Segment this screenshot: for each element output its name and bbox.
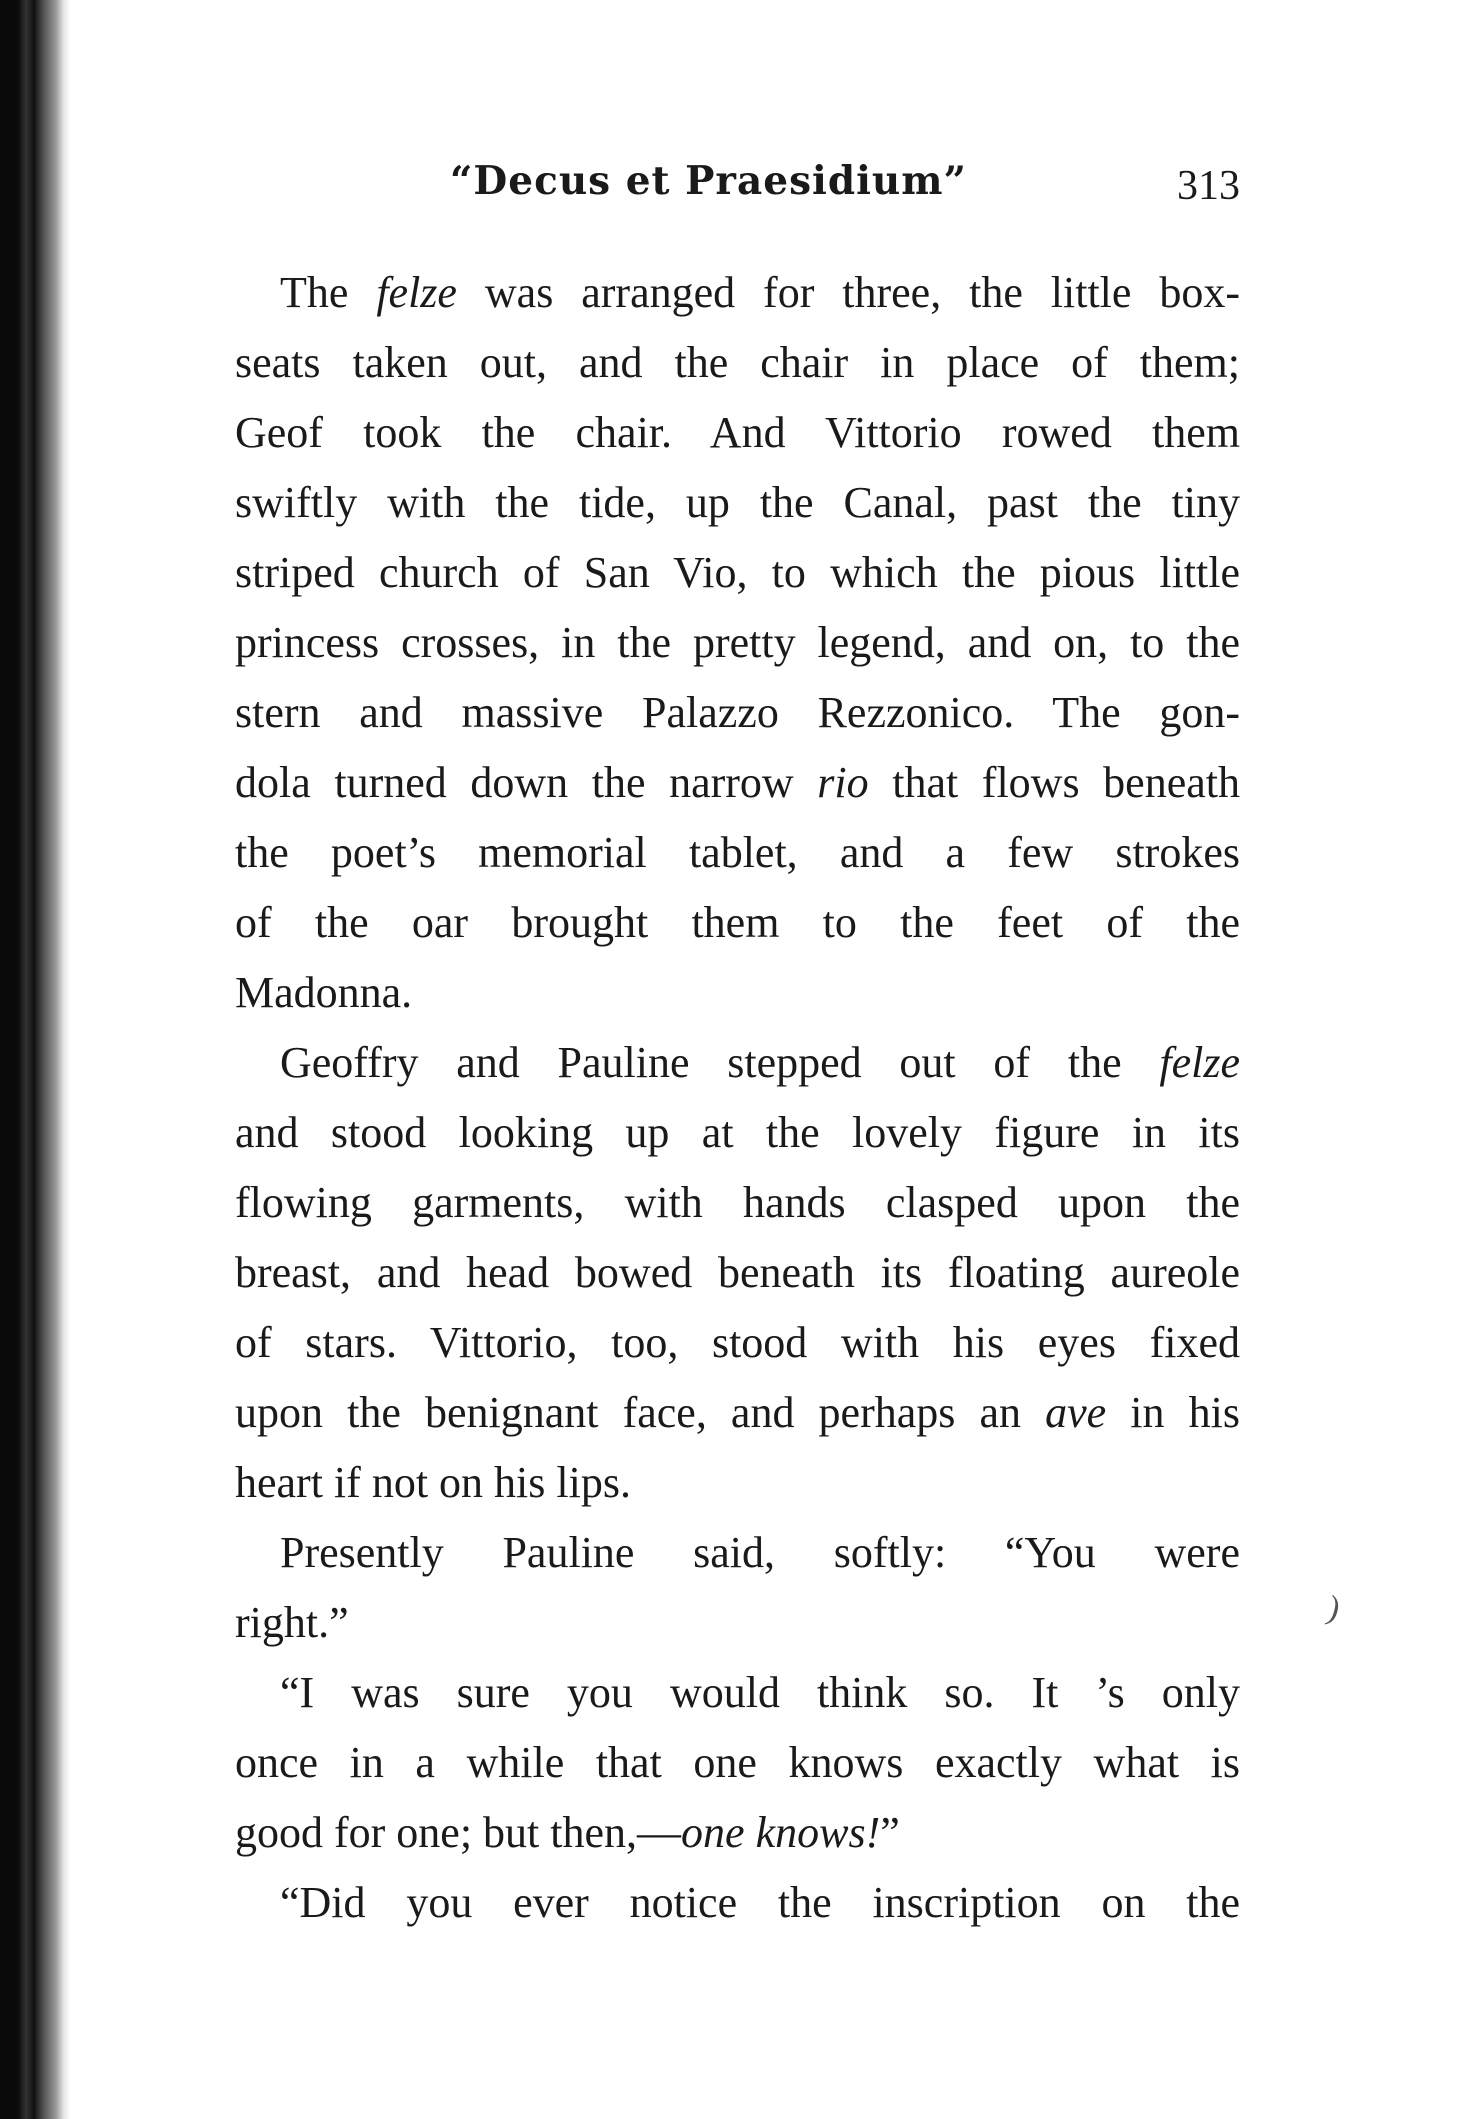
text-segment: stern and massive Palazzo Rezzonico. The gon- bbox=[235, 688, 1240, 737]
text-segment: striped church of San Vio, to which the pious little bbox=[235, 548, 1240, 597]
text-segment: seats taken out, and the chair in place of them; bbox=[235, 338, 1240, 387]
italic-text: ave bbox=[1045, 1388, 1107, 1437]
text-line bbox=[235, 1448, 1240, 1518]
text-segment: Geoffry and Pauline stepped out of the bbox=[280, 1038, 1160, 1087]
text-segment: Geof took the chair. And Vittorio rowed them bbox=[235, 408, 1240, 457]
text-segment: Presently Pauline said, softly: “You were bbox=[280, 1528, 1240, 1577]
text-segment: once in a while that one knows exactly what is bbox=[235, 1738, 1240, 1787]
text-segment: right.” bbox=[235, 1598, 349, 1647]
body-text bbox=[235, 258, 1240, 1938]
paragraph bbox=[235, 1518, 1240, 1658]
text-segment: princess crosses, in the pretty legend, and on, to the bbox=[235, 618, 1240, 667]
text-line bbox=[235, 398, 1240, 468]
text-segment: ” bbox=[880, 1808, 900, 1857]
text-segment: “I was sure you would think so. It ’s only bbox=[280, 1668, 1240, 1717]
italic-text: felze bbox=[1159, 1038, 1240, 1087]
text-segment: breast, and head bowed beneath its floating aureole bbox=[235, 1248, 1240, 1297]
text-line bbox=[235, 1378, 1240, 1448]
paragraph bbox=[235, 1868, 1240, 1938]
text-line bbox=[235, 1798, 1240, 1868]
text-line bbox=[235, 958, 1240, 1028]
italic-text: rio bbox=[817, 758, 869, 807]
text-segment: “Did you ever notice the inscription on the bbox=[280, 1878, 1240, 1927]
text-segment: The bbox=[280, 268, 377, 317]
text-segment: Madonna. bbox=[235, 968, 413, 1017]
paragraph bbox=[235, 258, 1240, 1028]
text-line bbox=[235, 818, 1240, 888]
text-line bbox=[235, 1238, 1240, 1308]
text-segment: that flows beneath bbox=[868, 758, 1240, 807]
text-line bbox=[235, 888, 1240, 958]
text-line bbox=[235, 1728, 1240, 1798]
text-line bbox=[235, 328, 1240, 398]
text-line bbox=[235, 1658, 1240, 1728]
page-binding-edge bbox=[0, 0, 70, 2119]
text-segment: good for one; but then,— bbox=[235, 1808, 682, 1857]
text-segment: was arranged for three, the little box- bbox=[456, 268, 1240, 317]
text-line bbox=[235, 1028, 1240, 1098]
text-segment: swiftly with the tide, up the Canal, past the tiny bbox=[235, 478, 1240, 527]
text-line bbox=[235, 678, 1240, 748]
text-segment: flowing garments, with hands clasped upon the bbox=[235, 1178, 1240, 1227]
page-header bbox=[235, 158, 1240, 228]
text-segment: upon the benignant face, and perhaps an bbox=[235, 1388, 1046, 1437]
text-line bbox=[235, 1098, 1240, 1168]
text-line bbox=[235, 1518, 1240, 1588]
running-title: “Decus et Praesidium” bbox=[450, 158, 967, 204]
italic-text: felze bbox=[376, 268, 457, 317]
text-line bbox=[235, 1168, 1240, 1238]
text-line bbox=[235, 258, 1240, 328]
text-segment: of the oar brought them to the feet of the bbox=[235, 898, 1240, 947]
text-line bbox=[235, 1308, 1240, 1378]
text-segment: dola turned down the narrow bbox=[235, 758, 818, 807]
text-line bbox=[235, 608, 1240, 678]
text-line bbox=[235, 538, 1240, 608]
text-line bbox=[235, 748, 1240, 818]
text-line bbox=[235, 1588, 1240, 1658]
text-segment: and stood looking up at the lovely figure in its bbox=[235, 1108, 1240, 1157]
paragraph bbox=[235, 1658, 1240, 1868]
text-segment: of stars. Vittorio, too, stood with his eyes fixed bbox=[235, 1318, 1240, 1367]
text-segment: in his bbox=[1106, 1388, 1240, 1437]
text-line bbox=[235, 1868, 1240, 1938]
text-segment: heart if not on his lips. bbox=[235, 1458, 631, 1507]
text-segment: the poet’s memorial tablet, and a few strokes bbox=[235, 828, 1240, 877]
page-number: 313 bbox=[1177, 163, 1240, 209]
italic-text: one knows! bbox=[681, 1808, 881, 1857]
stray-mark: ) bbox=[1323, 1589, 1345, 1628]
text-line bbox=[235, 468, 1240, 538]
paragraph bbox=[235, 1028, 1240, 1518]
